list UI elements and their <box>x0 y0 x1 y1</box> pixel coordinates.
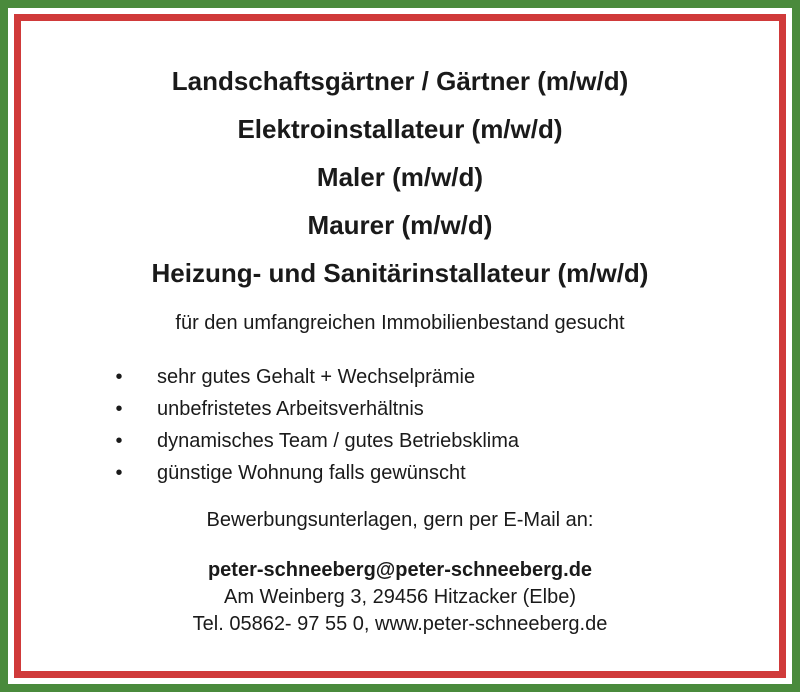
benefit-text: sehr gutes Gehalt + Wechselprämie <box>157 366 476 388</box>
application-note: Bewerbungsunterlagen, gern per E-Mail an: <box>206 509 594 531</box>
benefits-list <box>109 361 519 489</box>
contact-phone-web[interactable]: Tel. 05862- 97 55 0, www.peter-schneeberg.de <box>192 613 608 635</box>
job-titles <box>21 57 779 297</box>
contact-email[interactable]: peter-schneeberg@peter-schneeberg.de <box>207 559 593 581</box>
bullet-icon: • <box>115 430 123 452</box>
job-title-landscaper: Landschaftsgärtner / Gärtner (m/w/d) <box>171 66 629 96</box>
contact-block <box>21 557 779 638</box>
bullet-icon: • <box>115 366 123 388</box>
benefit-item <box>109 425 519 457</box>
subtitle: für den umfangreichen Immobilienbestand gesucht <box>175 312 625 334</box>
inner-frame <box>14 14 786 678</box>
job-title-electrician: Elektroinstallateur (m/w/d) <box>237 114 563 144</box>
ad-content <box>21 21 779 671</box>
job-title-mason: Maurer (m/w/d) <box>307 210 493 240</box>
benefit-text: unbefristetes Arbeitsverhältnis <box>157 398 424 420</box>
contact-address: Am Weinberg 3, 29456 Hitzacker (Elbe) <box>223 586 576 608</box>
benefit-text: günstige Wohnung falls gewünscht <box>157 462 466 484</box>
benefit-item <box>109 393 519 425</box>
bullet-icon: • <box>115 398 123 420</box>
benefit-item <box>109 361 519 393</box>
benefit-item <box>109 457 519 489</box>
job-title-painter: Maler (m/w/d) <box>316 162 484 192</box>
job-title-plumber: Heizung- und Sanitärinstallateur (m/w/d) <box>151 258 649 288</box>
benefit-text: dynamisches Team / gutes Betriebsklima <box>157 430 520 452</box>
bullet-icon: • <box>115 462 123 484</box>
